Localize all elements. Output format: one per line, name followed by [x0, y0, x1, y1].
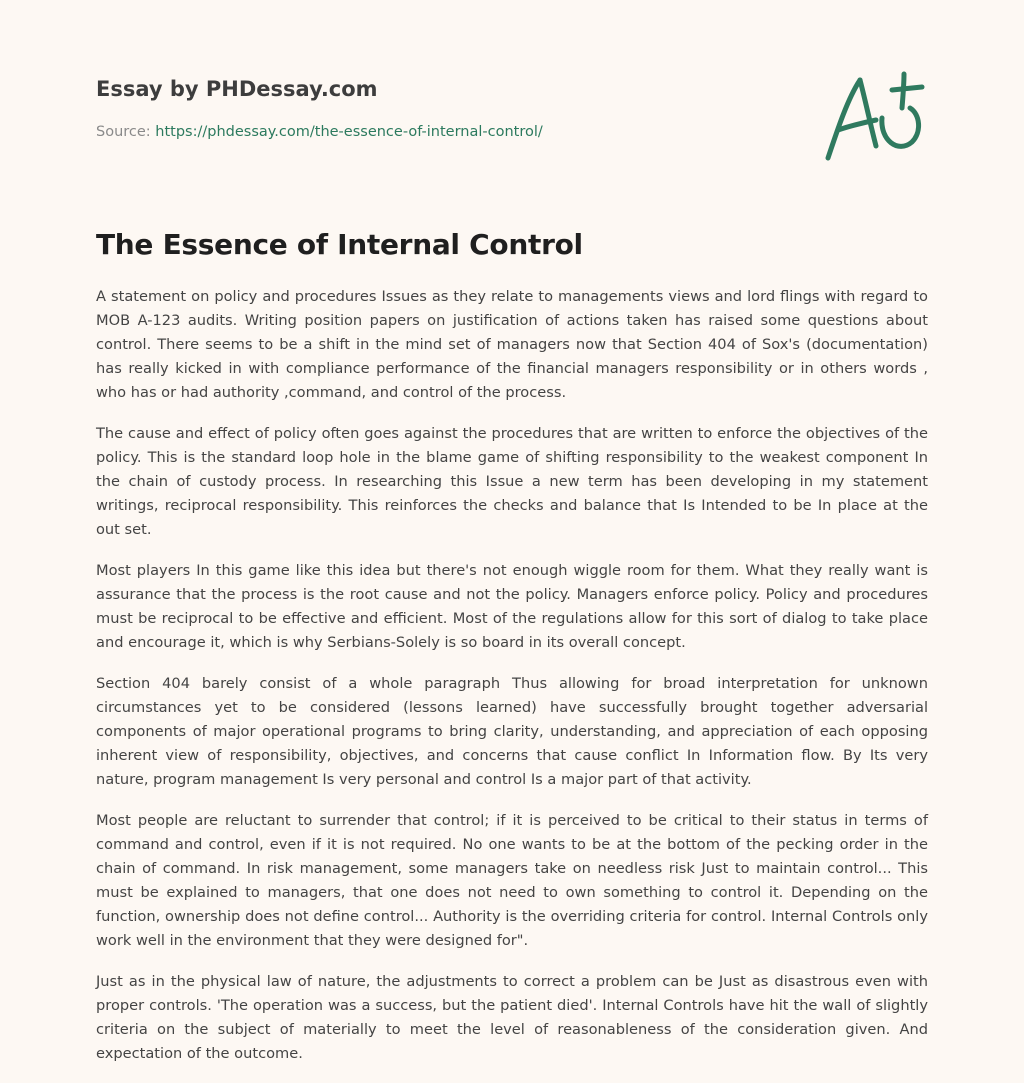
- source-line: [96, 122, 928, 142]
- source-label: Source:: [96, 124, 156, 140]
- essay-paragraph: Most players In this game like this idea but there's not enough wiggle room for them. What they really want is assurance that the process is the root cause and not the policy. Managers enforce policy. Policy and procedures must be reciprocal to be effective and efficient. Most of the regulations allow for this sort of dialog to take place and encourage it, which is why Serbians-Solely is so board in its overall concept.: [96, 562, 928, 651]
- essay-paragraph: The cause and effect of policy often goes against the procedures that are written to enforce the objectives of the policy. This is the standard loop hole in the blame game of shifting responsibility to the weakest component In the chain of custody process. In researching this Issue a new term has been developing in my statement writings, reciprocal responsibility. This reinforces the checks and balance that Is Intended to be In place at the out set.: [96, 425, 928, 538]
- essay-paragraph: Section 404 barely consist of a whole paragraph Thus allowing for broad interpretation for unknown circumstances yet to be considered (lessons learned) have successfully brought together adversarial components of major operational programs to bring clarity, understanding, and appreciation of each opposing inherent view of responsibility, objectives, and concerns that cause conflict In Information flow. By Its very nature, program management Is very personal and control Is a major part of that activity.: [96, 675, 928, 788]
- essay-paragraph: Just as in the physical law of nature, the adjustments to correct a problem can be Just as disastrous even with proper controls. 'The operation was a success, but the patient died'. Internal Controls have hit the wall of slightly criteria on the subject of materially to meet the level of reasonableness of the consideration given. And expectation of the outcome.: [96, 973, 928, 1062]
- page-header: [96, 74, 928, 142]
- site-title: Essay by PHDessay.com: [96, 77, 378, 101]
- essay-body: [96, 285, 928, 1083]
- essay-title: The Essence of Internal Control: [96, 228, 583, 261]
- essay-paragraph: A statement on policy and procedures Issues as they relate to managements views and lord flings with regard to MOB A-123 audits. Writing position papers on justification of actions taken has raised some questions about control. There seems to be a shift in the mind set of managers now that Section 404 of Sox's (documentation) has really kicked in with compliance performance of the financial managers responsibility or in others words , who has or had authority ,command, and control of the process.: [96, 288, 928, 401]
- source-link[interactable]: https://phdessay.com/the-essence-of-internal-control/: [155, 124, 543, 140]
- a-plus-grade-icon: [818, 68, 930, 164]
- essay-paragraph: Most people are reluctant to surrender that control; if it is perceived to be critical to their status in terms of command and control, even if it is not required. No one wants to be at the bottom of the pecking order in the chain of command. In risk management, some managers take on needless risk Just to maintain control... This must be explained to managers, that one does not need to own something to control it. Depending on the function, ownership does not define control... Authority is the overriding criteria for control. Internal Controls only work well in the environment that they were designed for".: [96, 812, 928, 949]
